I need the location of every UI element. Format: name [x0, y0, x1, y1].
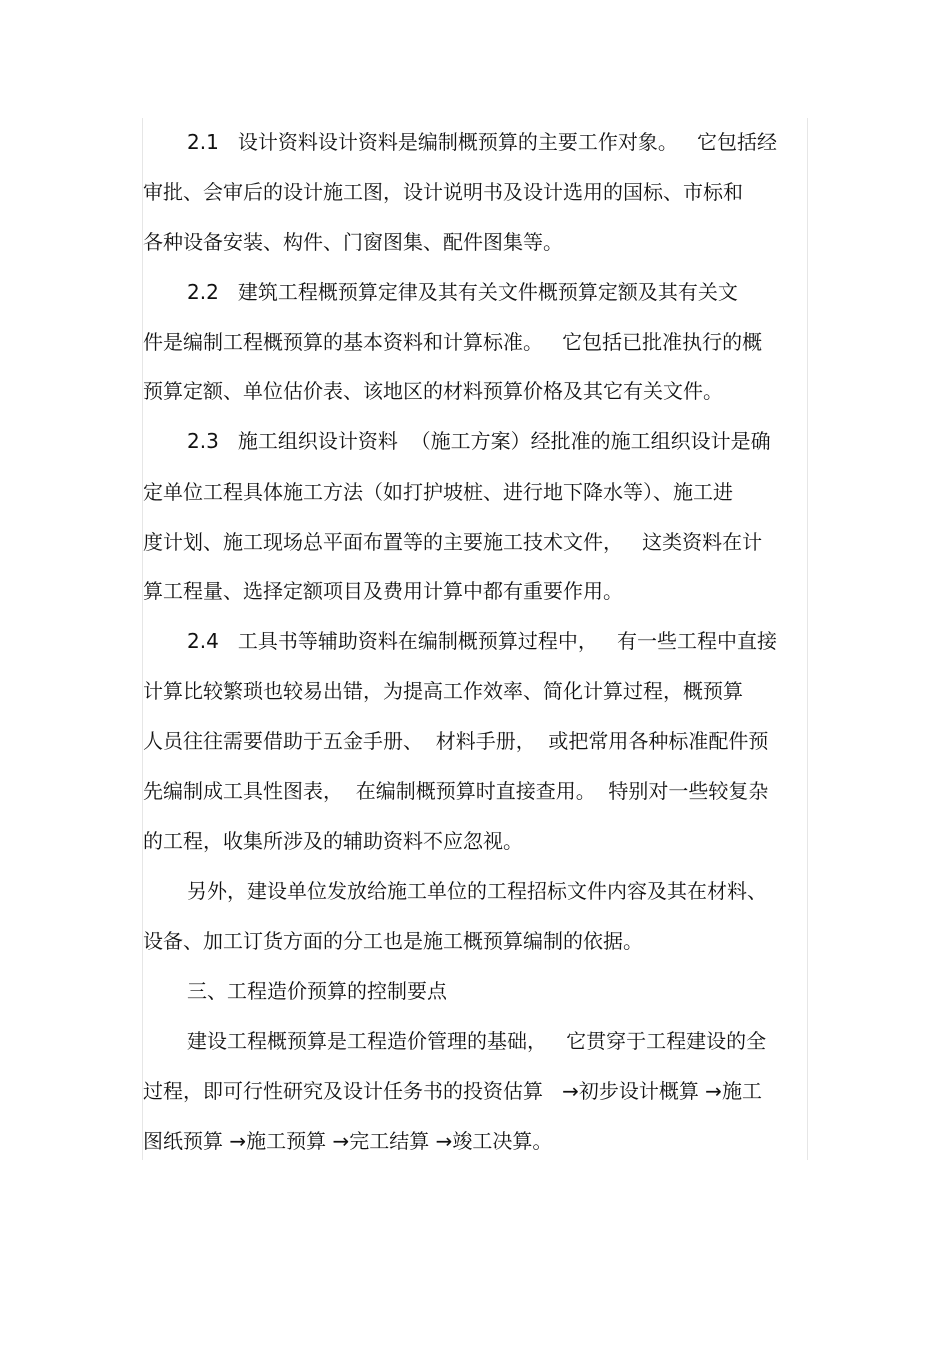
text-line: 建设工程概预算是工程造价管理的基础， 它贯穿于工程建设的全	[187, 1029, 767, 1053]
section-heading: 三、工程造价预算的控制要点	[187, 979, 447, 1003]
text-line: 过程，即可行性研究及设计任务书的投资估算 →初步设计概算 →施工	[143, 1079, 762, 1103]
text-line: 2.1 设计资料设计资料是编制概预算的主要工作对象。 它包括经	[187, 130, 777, 154]
text-line: 计算比较繁琐也较易出错，为提高工作效率、简化计算过程，概预算	[143, 679, 743, 703]
text-line: 2.2 建筑工程概预算定律及其有关文件概预算定额及其有关文	[187, 280, 738, 304]
text-line: 先编制成工具性图表， 在编制概预算时直接查用。 特别对一些较复杂	[143, 779, 769, 803]
text-line: 审批、会审后的设计施工图，设计说明书及设计选用的国标、市标和	[143, 180, 743, 204]
text-line: 设备、加工订货方面的分工也是施工概预算编制的依据。	[143, 929, 643, 953]
text-line: 另外，建设单位发放给施工单位的工程招标文件内容及其在材料、	[187, 879, 767, 903]
text-line: 2.3 施工组织设计资料 （施工方案）经批准的施工组织设计是确	[187, 429, 771, 453]
text-line: 定单位工程具体施工方法（如打护坡桩、进行地下降水等）、施工进	[143, 480, 733, 504]
text-line: 各种设备安装、构件、门窗图集、配件图集等。	[143, 230, 563, 254]
text-line: 预算定额、单位估价表、该地区的材料预算价格及其它有关文件。	[143, 379, 723, 403]
text-line: 件是编制工程概预算的基本资料和计算标准。 它包括已批准执行的概	[143, 330, 763, 354]
text-line: 图纸预算 →施工预算 →完工结算 →竣工决算。	[143, 1129, 553, 1153]
text-line: 算工程量、选择定额项目及费用计算中都有重要作用。	[143, 579, 623, 603]
text-line: 2.4 工具书等辅助资料在编制概预算过程中， 有一些工程中直接	[187, 629, 777, 653]
text-line: 人员往往需要借助于五金手册、 材料手册， 或把常用各种标准配件预	[143, 729, 769, 753]
text-line: 的工程，收集所涉及的辅助资料不应忽视。	[143, 829, 523, 853]
text-line: 度计划、施工现场总平面布置等的主要施工技术文件， 这类资料在计	[143, 530, 763, 554]
